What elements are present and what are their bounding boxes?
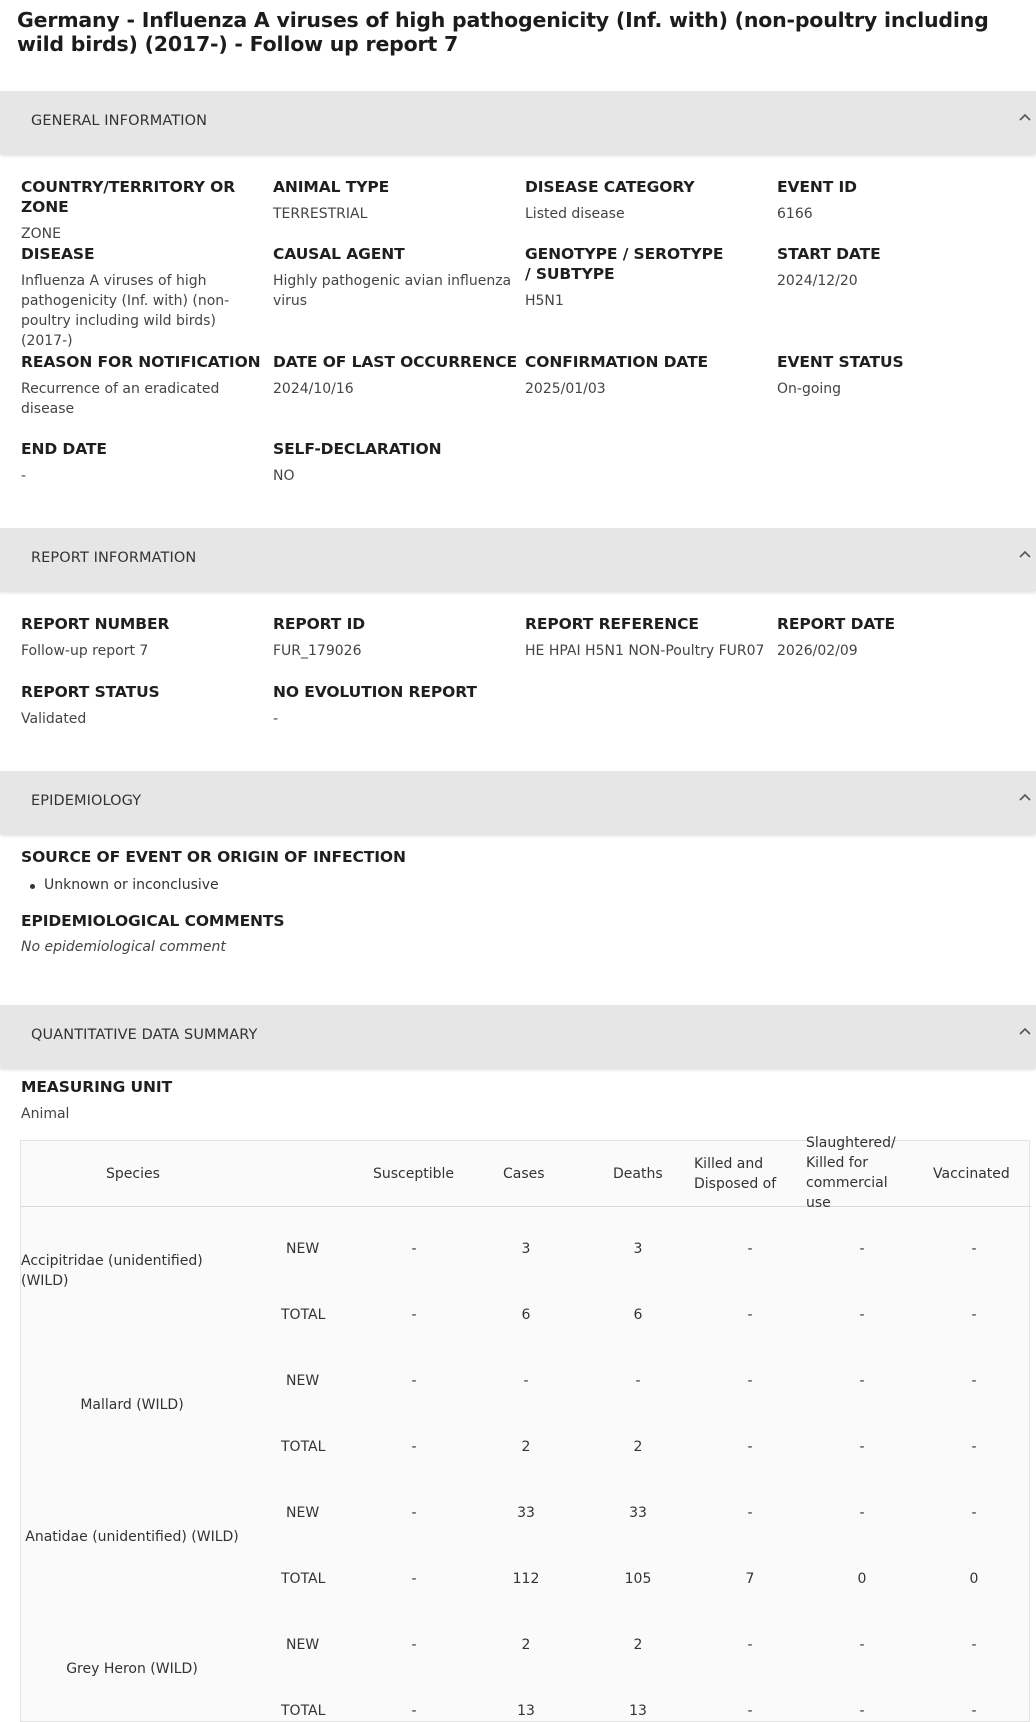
chevron-up-icon[interactable]: [1018, 548, 1032, 562]
cell-vaccinated: -: [971, 1505, 977, 1521]
event-id-value: 6166: [777, 206, 813, 222]
cell-killed: -: [747, 1307, 753, 1323]
cell-killed: -: [747, 1241, 753, 1257]
last-occurrence-value: 2024/10/16: [273, 381, 354, 397]
field-causal-agent: [273, 244, 523, 311]
confirmation-date-value: 2025/01/03: [525, 381, 606, 397]
cell-cases: 2: [521, 1439, 531, 1455]
report-id-label: REPORT ID: [273, 615, 366, 633]
cell-slaughtered: 0: [857, 1571, 867, 1587]
page-title: Germany - Influenza A viruses of high pathogenicity (Inf. with) (non-poultry including wild birds) (2017-) - Follow up report 7: [17, 8, 989, 56]
species-name: Grey Heron (WILD): [66, 1661, 198, 1677]
cell-cases: 2: [521, 1637, 531, 1653]
field-no-evolution-report: [273, 682, 523, 729]
field-report-status: [21, 682, 271, 729]
field-report-number: [21, 614, 271, 661]
section-header-general-information[interactable]: [0, 91, 1036, 154]
cell-killed: -: [747, 1505, 753, 1521]
cell-deaths: 2: [633, 1637, 643, 1653]
report-reference-label: REPORT REFERENCE: [525, 615, 699, 633]
end-date-label: END DATE: [21, 440, 107, 458]
cell-cases: -: [523, 1373, 529, 1389]
field-report-date: [777, 614, 1027, 661]
self-declaration-label: SELF-DECLARATION: [273, 440, 442, 458]
cell-deaths: 2: [633, 1439, 643, 1455]
field-disease-category: [525, 177, 775, 224]
disease-value: Influenza A viruses of high pathogenicity (Inf. with) (non-poultry including wild birds) (2017-): [21, 273, 230, 349]
row-kind-total: TOTAL: [281, 1439, 326, 1455]
field-event-status: [777, 352, 1027, 399]
field-self-declaration: [273, 439, 523, 486]
section-title-quantitative-data: QUANTITATIVE DATA SUMMARY: [31, 1027, 258, 1043]
cell-susceptible: -: [411, 1439, 417, 1455]
cell-cases: 33: [517, 1505, 535, 1521]
section-title-general-information: GENERAL INFORMATION: [31, 113, 208, 129]
field-event-id: [777, 177, 1027, 224]
cell-cases: 6: [521, 1307, 531, 1323]
cell-susceptible: -: [411, 1373, 417, 1389]
measuring-unit-value: Animal: [21, 1106, 70, 1122]
cell-killed: -: [747, 1439, 753, 1455]
report-id-value: FUR_179026: [273, 643, 362, 659]
event-status-value: On-going: [777, 381, 842, 397]
cell-susceptible: -: [411, 1307, 417, 1323]
source-list-item: Unknown or inconclusive: [44, 877, 219, 893]
disease-category-label: DISEASE CATEGORY: [525, 178, 695, 196]
report-number-label: REPORT NUMBER: [21, 615, 170, 633]
species-name: Mallard (WILD): [80, 1397, 184, 1413]
field-start-date: [777, 244, 1027, 291]
field-epidemiological-comments: [21, 911, 521, 957]
cell-slaughtered: -: [859, 1241, 865, 1257]
row-kind-total: TOTAL: [281, 1571, 326, 1587]
field-end-date: [21, 439, 271, 486]
causal-agent-value: Highly pathogenic avian influenza virus: [273, 273, 512, 309]
cell-vaccinated: -: [971, 1703, 977, 1719]
species-name: Accipitridae (unidentified) (WILD): [21, 1253, 203, 1289]
column-header-deaths[interactable]: Deaths: [613, 1166, 663, 1182]
section-header-epidemiology[interactable]: [0, 771, 1036, 834]
self-declaration-value: NO: [273, 468, 295, 484]
cell-vaccinated: -: [971, 1241, 977, 1257]
field-last-occurrence: [273, 352, 523, 399]
table-header-row: [21, 1135, 1031, 1211]
report-reference-value: HE HPAI H5N1 NON-Poultry FUR07: [525, 643, 765, 659]
last-occurrence-label: DATE OF LAST OCCURRENCE: [273, 353, 517, 371]
genotype-label: GENOTYPE / SEROTYPE / SUBTYPE: [525, 245, 724, 283]
cell-slaughtered: -: [859, 1637, 865, 1653]
field-measuring-unit: [21, 1077, 271, 1124]
field-report-reference: [525, 614, 775, 661]
reason-value: Recurrence of an eradicated disease: [21, 381, 220, 417]
cell-killed: -: [747, 1373, 753, 1389]
cell-killed: -: [747, 1637, 753, 1653]
column-header-susceptible[interactable]: Susceptible: [373, 1166, 455, 1182]
quantitative-data-table: [20, 1135, 1030, 1722]
section-title-report-information: REPORT INFORMATION: [31, 550, 197, 566]
no-evolution-value: -: [273, 711, 279, 727]
row-kind-new: NEW: [286, 1241, 320, 1257]
cell-susceptible: -: [411, 1571, 417, 1587]
epidemiological-comments-value: No epidemiological comment: [21, 939, 226, 955]
field-reason-for-notification: [21, 352, 271, 419]
cell-slaughtered: -: [859, 1373, 865, 1389]
end-date-value: -: [21, 468, 27, 484]
cell-deaths: -: [635, 1373, 641, 1389]
confirmation-date-label: CONFIRMATION DATE: [525, 353, 709, 371]
report-number-value: Follow-up report 7: [21, 643, 149, 659]
cell-vaccinated: -: [971, 1307, 977, 1323]
row-kind-new: NEW: [286, 1637, 320, 1653]
cell-slaughtered: -: [859, 1703, 865, 1719]
cell-killed: 7: [745, 1571, 755, 1587]
cell-slaughtered: -: [859, 1307, 865, 1323]
reason-label: REASON FOR NOTIFICATION: [21, 353, 261, 371]
start-date-value: 2024/12/20: [777, 273, 858, 289]
cell-susceptible: -: [411, 1505, 417, 1521]
species-name: Anatidae (unidentified) (WILD): [25, 1529, 239, 1545]
field-source-of-event: [21, 847, 521, 867]
chevron-up-icon[interactable]: [1018, 111, 1032, 125]
no-evolution-label: NO EVOLUTION REPORT: [273, 683, 477, 701]
source-of-event-label: SOURCE OF EVENT OR ORIGIN OF INFECTION: [21, 848, 406, 866]
column-header-vaccinated[interactable]: Vaccinated: [933, 1166, 1010, 1182]
cell-cases: 3: [521, 1241, 531, 1257]
field-animal-type: [273, 177, 523, 224]
epidemiological-comments-label: EPIDEMIOLOGICAL COMMENTS: [21, 912, 285, 930]
cell-slaughtered: -: [859, 1439, 865, 1455]
row-kind-total: TOTAL: [281, 1703, 326, 1719]
field-disease: [21, 244, 271, 351]
field-country: [21, 177, 271, 244]
cell-deaths: 105: [624, 1571, 652, 1587]
animal-type-label: ANIMAL TYPE: [273, 178, 390, 196]
cell-vaccinated: 0: [969, 1571, 979, 1587]
chevron-up-icon[interactable]: [1018, 791, 1032, 805]
section-title-epidemiology: EPIDEMIOLOGY: [31, 793, 142, 809]
cell-cases: 13: [517, 1703, 535, 1719]
measuring-unit-label: MEASURING UNIT: [21, 1078, 173, 1096]
column-header-cases[interactable]: Cases: [503, 1166, 545, 1182]
cell-deaths: 33: [629, 1505, 647, 1521]
event-status-label: EVENT STATUS: [777, 353, 904, 371]
column-header-slaughtered[interactable]: Slaughtered/ Killed for commercial use: [806, 1135, 896, 1211]
animal-type-value: TERRESTRIAL: [273, 206, 368, 222]
cell-slaughtered: -: [859, 1505, 865, 1521]
report-date-value: 2026/02/09: [777, 643, 858, 659]
column-header-killed[interactable]: Killed and Disposed of: [694, 1156, 777, 1192]
cell-susceptible: -: [411, 1241, 417, 1257]
genotype-value: H5N1: [525, 293, 564, 309]
field-report-id: [273, 614, 523, 661]
report-status-label: REPORT STATUS: [21, 683, 160, 701]
section-header-report-information[interactable]: [0, 528, 1036, 591]
cell-vaccinated: -: [971, 1637, 977, 1653]
cell-deaths: 13: [629, 1703, 647, 1719]
report-status-value: Validated: [21, 711, 87, 727]
cell-cases: 112: [512, 1571, 540, 1587]
section-header-quantitative-data[interactable]: [0, 1005, 1036, 1068]
cell-deaths: 6: [633, 1307, 643, 1323]
causal-agent-label: CAUSAL AGENT: [273, 245, 405, 263]
field-genotype: [525, 244, 725, 311]
cell-susceptible: -: [411, 1637, 417, 1653]
start-date-label: START DATE: [777, 245, 881, 263]
chevron-up-icon[interactable]: [1018, 1025, 1032, 1039]
row-kind-total: TOTAL: [281, 1307, 326, 1323]
cell-deaths: 3: [633, 1241, 643, 1257]
country-label: COUNTRY/TERRITORY OR ZONE: [21, 178, 236, 216]
column-header-species[interactable]: Species: [106, 1166, 160, 1182]
cell-susceptible: -: [411, 1703, 417, 1719]
disease-category-value: Listed disease: [525, 206, 625, 222]
report-date-label: REPORT DATE: [777, 615, 895, 633]
country-value: ZONE: [21, 226, 61, 242]
event-id-label: EVENT ID: [777, 178, 857, 196]
field-confirmation-date: [525, 352, 775, 399]
cell-vaccinated: -: [971, 1439, 977, 1455]
disease-label: DISEASE: [21, 245, 95, 263]
cell-vaccinated: -: [971, 1373, 977, 1389]
row-kind-new: NEW: [286, 1505, 320, 1521]
cell-killed: -: [747, 1703, 753, 1719]
row-kind-new: NEW: [286, 1373, 320, 1389]
